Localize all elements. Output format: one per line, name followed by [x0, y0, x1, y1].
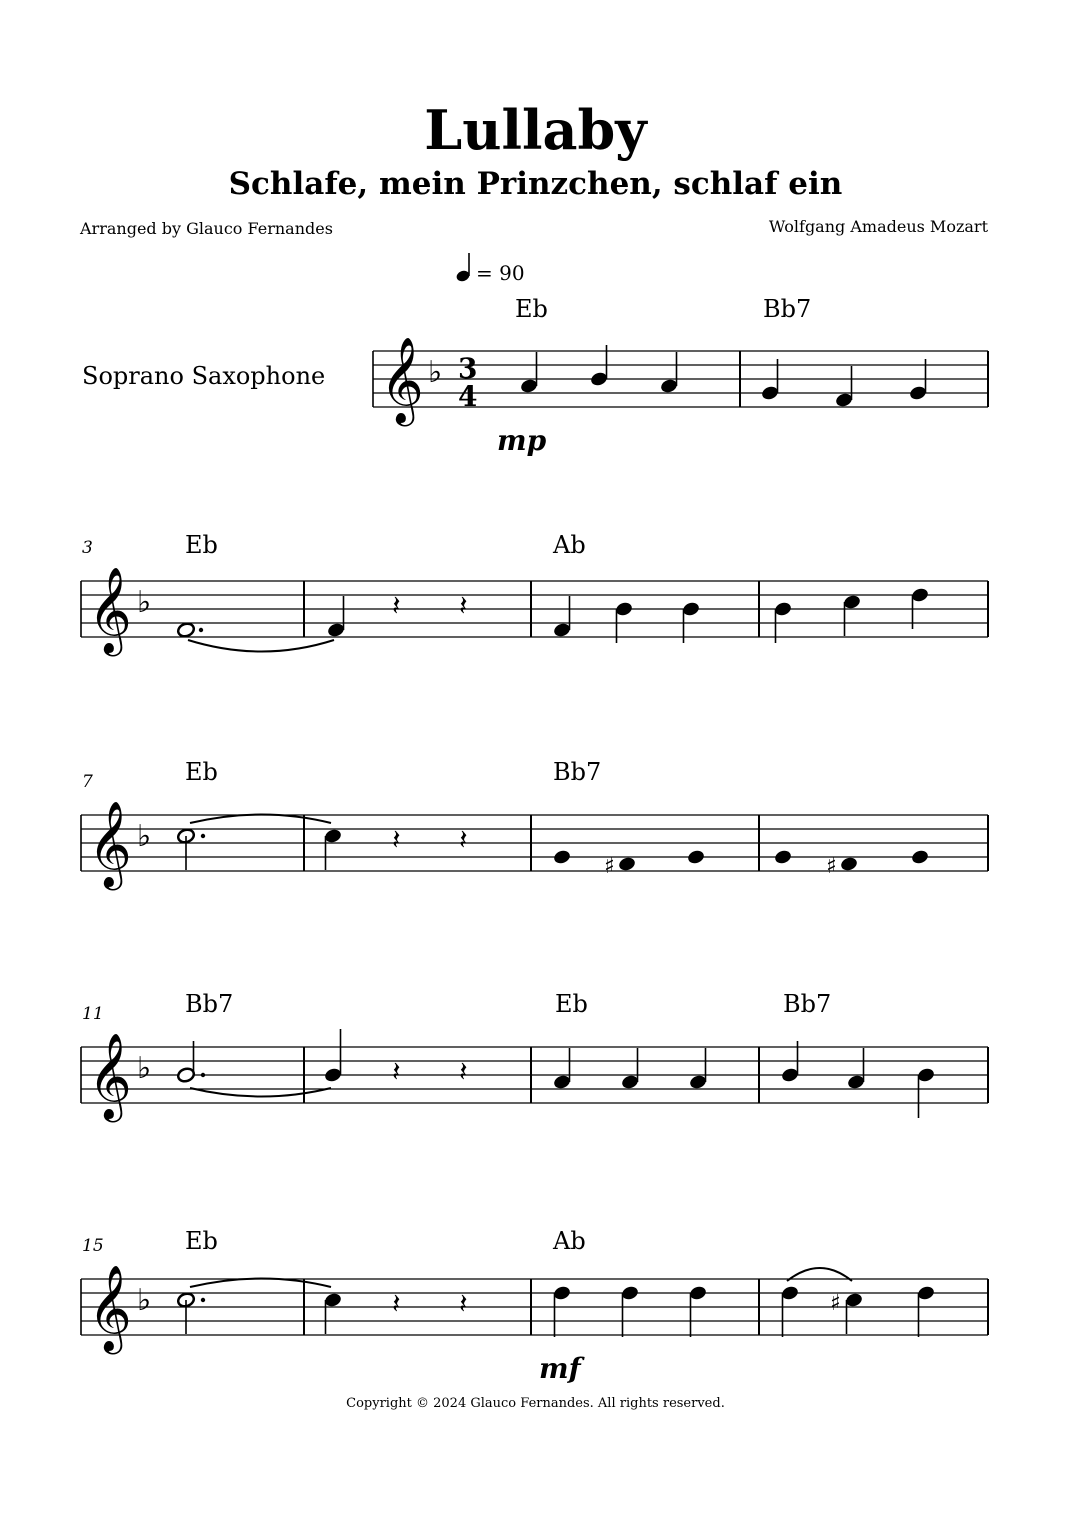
- tempo-text: = 90: [476, 261, 525, 285]
- subtitle: Schlafe, mein Prinzchen, schlaf ein: [228, 166, 843, 202]
- staff-system-3: [81, 758, 988, 891]
- measure-number: 15: [82, 1236, 104, 1256]
- svg-text:𝄽: 𝄽: [392, 1287, 401, 1320]
- treble-clef-icon: 𝄞: [380, 337, 424, 423]
- chord-symbol: Ab: [553, 531, 586, 559]
- notes-system-3: [176, 815, 929, 880]
- svg-text:𝄽: 𝄽: [459, 823, 468, 856]
- flat-key-signature-icon: ♭: [137, 585, 152, 620]
- measure-number: 11: [82, 1004, 104, 1024]
- tempo-marking: [455, 253, 524, 285]
- notes-system-2: [176, 587, 929, 652]
- copyright-notice: Copyright © 2024 Glauco Fernandes. All rights reserved.: [346, 1396, 725, 1411]
- chord-symbol: Eb: [185, 1227, 218, 1255]
- chord-symbol: Bb7: [783, 990, 832, 1018]
- chord-symbol: Bb7: [763, 295, 812, 323]
- svg-text:♯: ♯: [830, 1291, 841, 1316]
- notes-measure-2: [760, 359, 927, 408]
- chord-symbol: Eb: [515, 295, 548, 323]
- notes-system-4: [176, 1029, 935, 1118]
- flat-key-signature-icon: ♭: [137, 819, 152, 854]
- arranger-credit: Arranged by Glauco Fernandes: [80, 219, 333, 238]
- svg-text:𝄽: 𝄽: [459, 1287, 468, 1320]
- svg-text:𝄽: 𝄽: [459, 589, 468, 622]
- staff-system-1: [373, 295, 988, 457]
- measure-number: 3: [82, 538, 93, 558]
- treble-clef-icon: 𝄞: [88, 1265, 132, 1351]
- svg-text:♯: ♯: [604, 854, 615, 879]
- staff-system-5: [81, 1227, 988, 1385]
- svg-text:𝄽: 𝄽: [392, 589, 401, 622]
- time-signature-bottom: 4: [458, 380, 478, 413]
- notes-measure-1: [519, 345, 678, 394]
- staff-system-2: [81, 531, 988, 657]
- chord-symbol: Eb: [555, 990, 588, 1018]
- svg-text:𝄽: 𝄽: [459, 1055, 468, 1088]
- time-signature-top: 3: [458, 352, 478, 385]
- chord-symbol: Ab: [553, 1227, 586, 1255]
- flat-key-signature-icon: ♭: [137, 1051, 152, 1086]
- svg-text:♯: ♯: [826, 854, 837, 879]
- measure-number: 7: [82, 772, 93, 792]
- staff-system-4: [81, 990, 988, 1123]
- treble-clef-icon: 𝄞: [88, 567, 132, 653]
- instrument-name: Soprano Saxophone: [82, 362, 326, 390]
- svg-text:𝄽: 𝄽: [392, 823, 401, 856]
- treble-clef-icon: 𝄞: [88, 801, 132, 887]
- chord-symbol: Eb: [185, 758, 218, 786]
- treble-clef-icon: 𝄞: [88, 1033, 132, 1119]
- svg-text:𝄽: 𝄽: [392, 1055, 401, 1088]
- flat-key-signature-icon: ♭: [428, 355, 443, 390]
- dynamic-marking: mp: [497, 424, 547, 457]
- page-title: Lullaby: [424, 98, 647, 162]
- composer-credit: Wolfgang Amadeus Mozart: [768, 217, 988, 236]
- dynamic-marking: mf: [539, 1352, 581, 1385]
- chord-symbol: Bb7: [185, 990, 234, 1018]
- chord-symbol: Bb7: [553, 758, 602, 786]
- flat-key-signature-icon: ♭: [137, 1283, 152, 1318]
- chord-symbol: Eb: [185, 531, 218, 559]
